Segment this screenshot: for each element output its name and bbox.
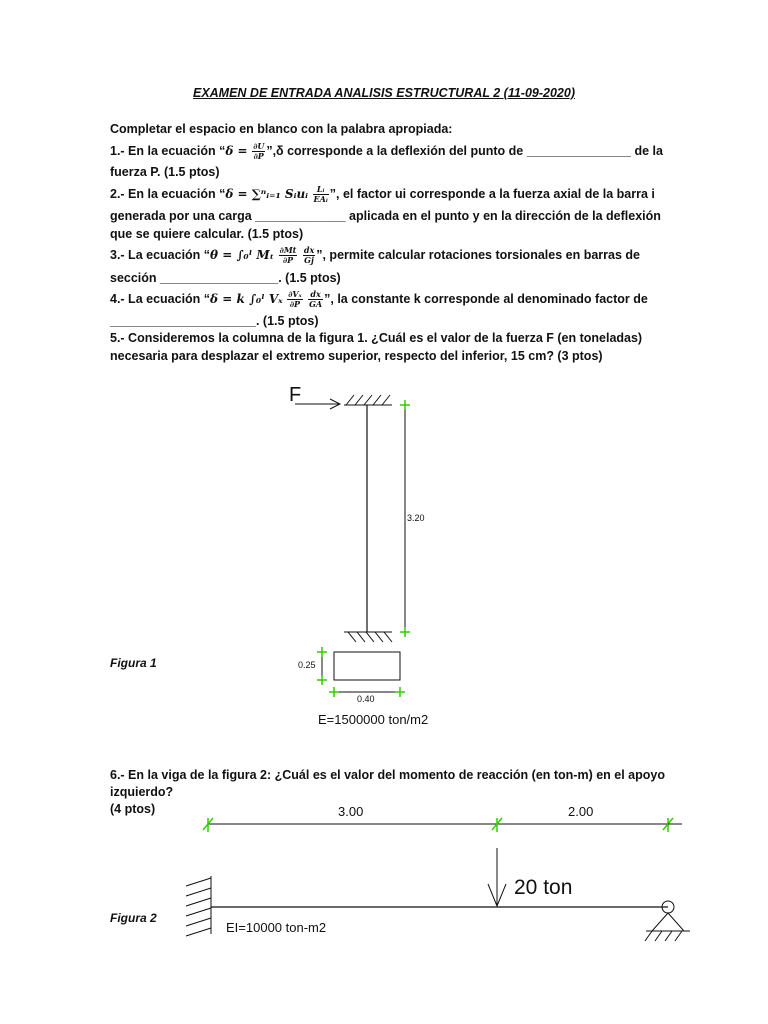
height-dimension-label: 3.20	[407, 513, 425, 523]
q3-frac1-den: ∂P	[282, 255, 294, 265]
question-5-line1: 5.- Consideremos la columna de la figura 1. ¿Cuál es el valor de la fuerza F (en toneladas)	[110, 331, 643, 345]
question-1-line2: fuerza P. (1.5 ptos)	[110, 165, 220, 179]
left-fixed-support	[186, 876, 211, 936]
question-6-line3: (4 ptos)	[110, 802, 156, 816]
q4-text-b: ”, la constante k corresponde al denominado factor de	[324, 291, 648, 306]
question-5-line2: necesaria para desplazar el extremo superior, respecto del inferior, 15 cm? (3 ptos)	[110, 349, 603, 363]
q3-frac2-den: Gj	[304, 255, 314, 265]
load-label: 20 ton	[514, 876, 573, 899]
q1-frac-num: ∂U	[253, 141, 265, 151]
q4-equation: δ = k ∫₀ˡ Vₓ	[210, 291, 283, 306]
q3-frac2-num: dx	[303, 245, 315, 255]
section-height-label: 0.25	[298, 660, 316, 670]
q1-text-b: ”,δ corresponde a la deflexión del punto de _______________ de la	[266, 143, 663, 158]
q2-text-a: 2.- En la ecuación “	[110, 186, 226, 201]
question-4-line2: _____________________. (1.5 ptos)	[110, 314, 319, 328]
instructions: Completar el espacio en blanco con la palabra apropiada:	[110, 122, 453, 136]
q4-frac2-num: dx	[308, 290, 323, 300]
span-dimension-ticks	[203, 818, 673, 832]
modulus-label: E=1500000 ton/m2	[318, 712, 429, 727]
question-3-line2: sección _________________. (1.5 ptos)	[110, 271, 341, 285]
question-2-line3: que se quiere calcular. (1.5 ptos)	[110, 227, 304, 241]
exam-title: EXAMEN DE ENTRADA ANALISIS ESTRUCTURAL 2 (11-09-2020)	[192, 86, 575, 100]
q1-text-a: 1.- En la ecuación “	[110, 143, 226, 158]
question-2-line2: generada por una carga _____________ aplicada en el punto y en la dirección de la deflexión	[110, 209, 661, 223]
q3-text-a: 3.- La ecuación “	[110, 247, 211, 262]
question-6-line2: izquierdo?	[110, 785, 174, 799]
q3-equation: θ = ∫₀ˡ Mₜ	[210, 247, 275, 262]
span-1-label: 3.00	[338, 804, 364, 819]
section-width-label: 0.40	[357, 694, 375, 704]
stiffness-label: EI=10000 ton-m2	[226, 920, 327, 935]
q2-text-b: ”, el factor ui corresponde a la fuerza axial de la barra i	[329, 186, 655, 201]
q3-text-b: ”, permite calcular rotaciones torsionales en barras de	[316, 247, 640, 262]
q3-frac1-num: ∂Mt	[279, 245, 297, 255]
q2-equation: δ = ∑ⁿᵢ₌₁ Sᵢuᵢ	[225, 186, 309, 201]
q4-frac1-den: ∂P	[289, 299, 301, 309]
figure-1-label: Figura 1	[110, 656, 157, 670]
q1-frac-den: ∂P	[253, 151, 264, 161]
q1-equation: δ =	[225, 143, 248, 158]
q4-text-a: 4.- La ecuación “	[110, 291, 211, 306]
q2-frac-num: Lᵢ	[313, 185, 329, 195]
q4-frac1-num: ∂Vₓ	[288, 289, 302, 299]
force-label: F	[289, 384, 302, 406]
q4-frac2-den: GA	[309, 299, 323, 309]
q2-frac-den: EAᵢ	[313, 194, 328, 204]
figure-2-label: Figura 2	[110, 911, 157, 925]
question-6-line1: 6.- En la viga de la figura 2: ¿Cuál es el valor del momento de reacción (en ton-m) en el apoyo	[110, 768, 665, 782]
span-2-label: 2.00	[568, 804, 594, 819]
